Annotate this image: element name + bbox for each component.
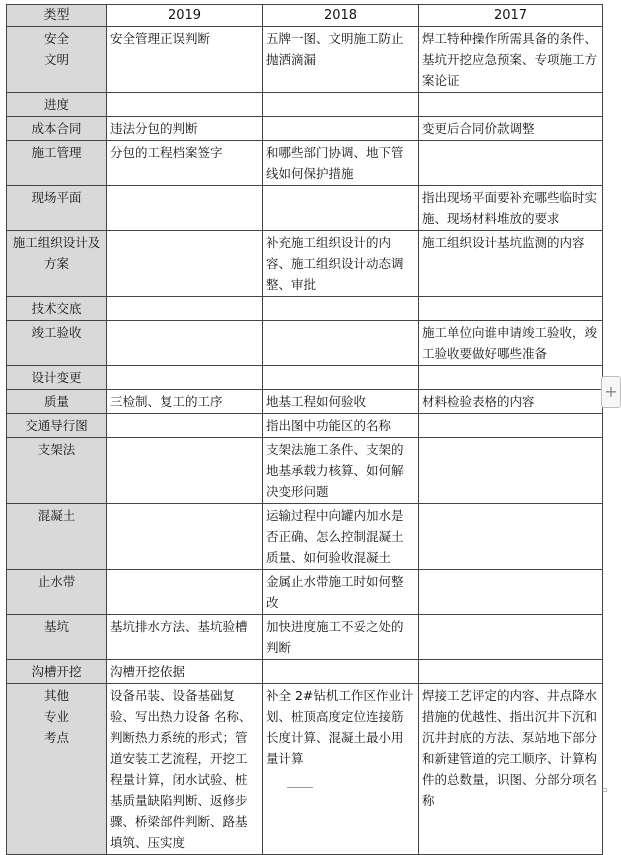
table-row	[7, 93, 603, 117]
row-type: 进度	[7, 93, 107, 117]
cell-2017	[419, 438, 603, 504]
table-row	[7, 117, 603, 141]
row-type: 技术交底	[7, 297, 107, 321]
cell-2017	[419, 504, 603, 570]
add-row-button[interactable]: +	[601, 376, 621, 408]
cell-2018: 五牌一图、文明施工防止抛洒滴漏	[263, 27, 419, 93]
row-type: 施工管理	[7, 141, 107, 186]
row-type: 混凝土	[7, 504, 107, 570]
cell-2017: 指出现场平面要补充哪些临时实施、现场材料堆放的要求	[419, 186, 603, 231]
table-row	[7, 570, 603, 615]
table-row	[7, 615, 603, 660]
cell-2018: 支架法施工条件、支架的地基承载力核算、如何解决变形问题	[263, 438, 419, 504]
cell-2018: 和哪些部门协调、地下管线如何保护措施	[263, 141, 419, 186]
cell-2019	[107, 570, 263, 615]
cell-2018	[263, 186, 419, 231]
cell-2017	[419, 570, 603, 615]
cell-2017: 施工单位向谁申请竣工验收，竣工验收要做好哪些准备	[419, 321, 603, 366]
row-type: 质量	[7, 390, 107, 414]
row-type: 止水带	[7, 570, 107, 615]
table-row	[7, 366, 603, 390]
row-type: 设计变更	[7, 366, 107, 390]
row-type: 沟槽开挖	[7, 660, 107, 684]
table-row	[7, 414, 603, 438]
cell-2018: 金属止水带施工时如何整改	[263, 570, 419, 615]
cell-2019	[107, 366, 263, 390]
cell-2017	[419, 366, 603, 390]
table-row	[7, 684, 603, 855]
cell-2019: 基坑排水方法、基坑验槽	[107, 615, 263, 660]
cell-2018	[263, 321, 419, 366]
cell-2019: 安全管理正误判断	[107, 27, 263, 93]
table-row	[7, 660, 603, 684]
table-row	[7, 297, 603, 321]
cell-2019: 沟槽开挖依据	[107, 660, 263, 684]
cell-2019	[107, 438, 263, 504]
row-type: 安全 文明	[7, 27, 107, 93]
cell-2018: 补全 2#钻机工作区作业计划、桩顶高度定位连接筋长度计算、混凝土最小用量计算	[263, 684, 419, 855]
cell-2018	[263, 93, 419, 117]
cell-2019	[107, 297, 263, 321]
table-row	[7, 27, 603, 93]
corner-mark: ▫	[602, 785, 608, 794]
cell-2018: 补充施工组织设计的内容、施工组织设计动态调整、审批	[263, 231, 419, 297]
cell-2019	[107, 93, 263, 117]
table-row	[7, 231, 603, 297]
cell-2017	[419, 615, 603, 660]
header-2019: 2019	[107, 5, 263, 27]
cell-2019	[107, 504, 263, 570]
cell-2017	[419, 660, 603, 684]
cell-2018	[263, 660, 419, 684]
cell-2019	[107, 231, 263, 297]
cell-2017	[419, 141, 603, 186]
cell-2017: 施工组织设计基坑监测的内容	[419, 231, 603, 297]
cell-2019: 三检制、复工的工序	[107, 390, 263, 414]
header-2018: 2018	[263, 5, 419, 27]
cell-2019: 设备吊装、设备基础复验、写出热力设备 名称、判断热力系统的形式；管道安装工艺流程，开挖工程量计算，闭水试验、桩基质量缺陷判断、返修步骤、桥梁部件判断、路基填筑、压实度	[107, 684, 263, 855]
row-type: 支架法	[7, 438, 107, 504]
table-row	[7, 186, 603, 231]
cell-2019	[107, 186, 263, 231]
header-2017: 2017	[419, 5, 603, 27]
row-type: 竣工验收	[7, 321, 107, 366]
cell-2017: 焊接工艺评定的内容、井点降水措施的优越性、指出沉井下沉和沉井封底的方法、泵站地下部分和新建管道的完工顺序、计算构件的总数量，识图、分部分项名称	[419, 684, 603, 855]
row-type: 其他 专业 考点	[7, 684, 107, 855]
table-row	[7, 321, 603, 366]
cell-2018: 指出图中功能区的名称	[263, 414, 419, 438]
cell-2017	[419, 414, 603, 438]
table-row	[7, 141, 603, 186]
exam-topics-table	[6, 4, 603, 855]
table-row	[7, 390, 603, 414]
cell-2018: 地基工程如何验收	[263, 390, 419, 414]
row-type: 现场平面	[7, 186, 107, 231]
cell-2019: 分包的工程档案签字	[107, 141, 263, 186]
header-type: 类型	[7, 5, 107, 27]
table-row	[7, 504, 603, 570]
cell-2018: 加快进度施工不妥之处的判断	[263, 615, 419, 660]
cell-2018	[263, 117, 419, 141]
cell-2018: 运输过程中向罐内加水是否正确、怎么控制混凝土质量、如何验收混凝土	[263, 504, 419, 570]
cell-2017: 焊工特种操作所需具备的条件、基坑开挖应急预案、专项施工方案论证	[419, 27, 603, 93]
cell-2019	[107, 321, 263, 366]
cell-2017: 变更后合同价款调整	[419, 117, 603, 141]
cell-2017	[419, 297, 603, 321]
cell-2018	[263, 297, 419, 321]
row-type: 交通导行图	[7, 414, 107, 438]
cell-2019: 违法分包的判断	[107, 117, 263, 141]
cell-2018	[263, 366, 419, 390]
row-type: 成本合同	[7, 117, 107, 141]
row-type: 施工组织设计及方案	[7, 231, 107, 297]
table-row	[7, 438, 603, 504]
page-divider	[287, 787, 313, 792]
cell-2019	[107, 414, 263, 438]
cell-2017: 材料检验表格的内容	[419, 390, 603, 414]
cell-2017	[419, 93, 603, 117]
row-type: 基坑	[7, 615, 107, 660]
header-row	[7, 5, 603, 27]
